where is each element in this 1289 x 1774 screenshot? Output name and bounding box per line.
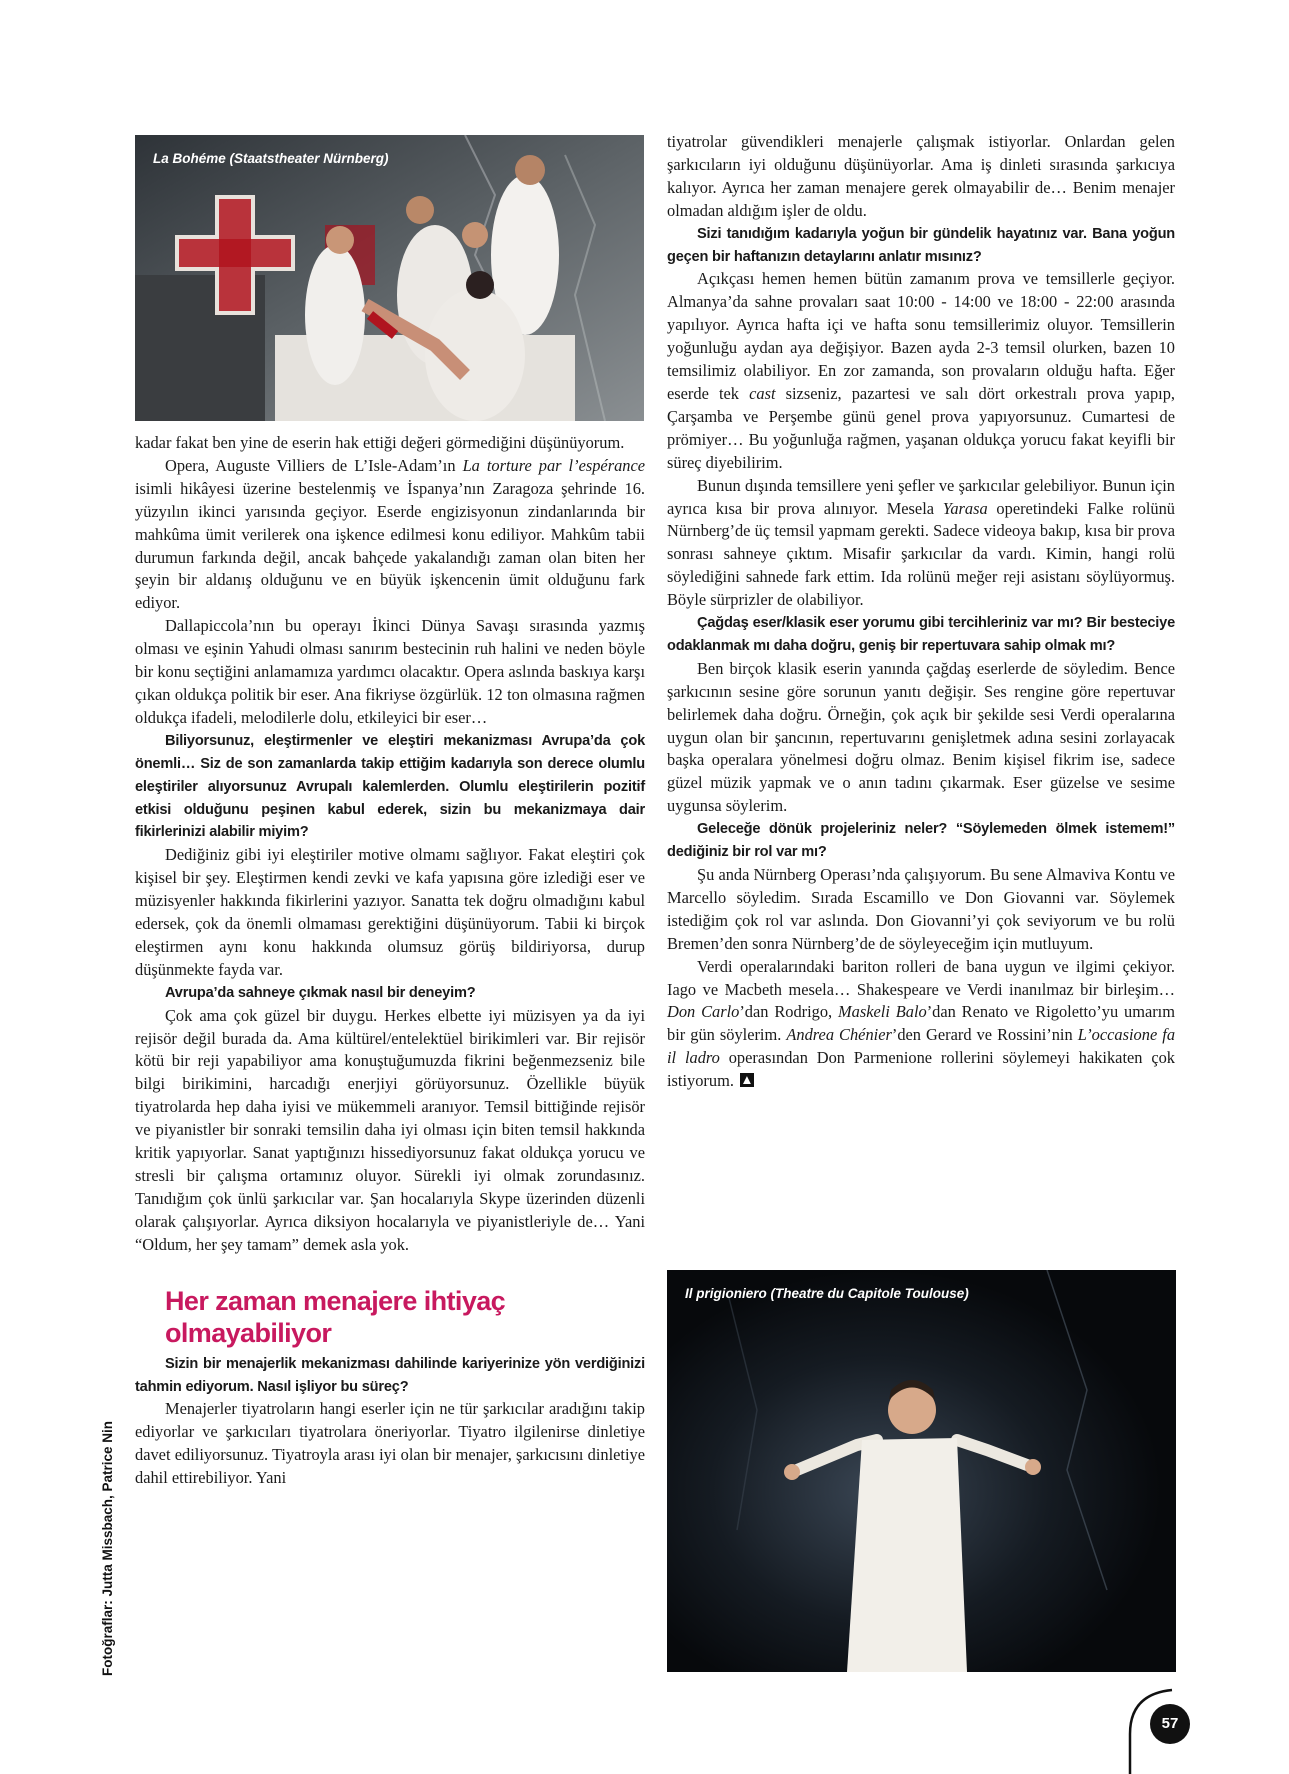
photo-caption: Il prigioniero (Theatre du Capitole Toulouse) [685,1286,969,1301]
interview-question: Avrupa’da sahneye çıkmak nasıl bir deneyim? [165,984,476,1001]
photo-caption: La Bohéme (Staatstheater Nürnberg) [153,151,389,166]
paragraph: Şu anda Nürnberg Operası’nda çalışıyorum. Bu sene Almaviva Kontu ve Marcello söyledim. Sırada Escamillo ve Don Giovanni var. Söylemek istediğim çok rol var aslında. Don Giovanni’yi çok seviyorum ve bu rolü Bremen’den sonra Nürnberg’de de söyleyeceğim için mutluyum. [667,865,1175,953]
left-column [135,432,645,1490]
paragraph: tiyatrolar güvendikleri menajerle çalışmak istiyorlar. Onlardan gelen şarkıcıların iyi olduğunu düşünüyorlar. Ama iş dinleti sırasında şarkıcıya kalıyor. Ayrıca her zaman menajere gerek olmayabilir de… Benim menajer olmadan aldığım işler de oldu. [667,132,1175,220]
page-number: 57 [1150,1704,1190,1744]
paragraph: Verdi operalarındaki bariton rolleri de bana uygun ve ilgimi çekiyor. Iago ve Macbeth mesela… Shakespeare ve Verdi inanılmaz bir birleşim… Don Carlo’dan Rodrigo, Maskeli Balo’dan Renato ve Rigoletto’yu umarım bir gün söylerim. Andrea Chénier’den Gerard ve Rossini’nin L’occasione fa il ladro operasından Don Parmenione rollerini söylemeyi hakikaten çok istiyorum. [667,956,1176,1091]
paragraph: Bunun dışında temsillere yeni şefler ve şarkıcılar gelebiliyor. Bunun için ayrıca kısa bir prova alınıyor. Mesela Yarasa operetindeki Falke rolünü Nürnberg’de üç temsil yapmam gerekti. Sadece videoya bakıp, kısa bir prova sonrası sahneye çıktım. Misafir şarkıcılar da vardı. Kimin, hangi rolü söylediğini sahnede fark ettim. Ida rolünü meğer reji asistanı söylüyormuş. Böyle sürprizler de olabiliyor. [667,475,1175,610]
interview-question: Geleceğe dönük projeleriniz neler? “Söylemeden ölmek istemem!” dediğiniz bir rol var mı? [667,821,1175,861]
paragraph: Opera, Auguste Villiers de L’Isle-Adam’ın La torture par l’espérance isimli hikâyesi üzerine bestelenmiş ve İspanya’nın Zaragoza şehrinde 16. yüzyılın ikinci yarısında geçiyor. Eserde engizisyonun zindanlarında bir mahkûma ümit verilerek ona işkence edilmesi konu ediliyor. Mahkûm tabii durumun farkında değil, ancak bahçede yakalandığı zaman olan biten her şeyin bir aldanış olduğunu ve en büyük işkencenin ümit olduğunu fark ediyor. [135,455,646,613]
paragraph: Açıkçası hemen hemen bütün zamanım prova ve temsillerle geçiyor. Almanya’da sahne provaları saat 10:00 - 14:00 ve 18:00 - 22:00 arasında yapılıyor. Ayrıca hafta içi ve hafta sonu temsillerimiz oluyor. Temsillerin yoğunluğu aydan aya değişiyor. Bazen ayda 2-3 temsil olurken, bazen 10 temsilimiz olabiliyor. En zor zamanda, son provaların olduğu hafta. Eğer eserde tek cast sizseniz, pazartesi ve salı dört orkestralı prova yapıp, Çarşamba ve Perşembe günü genel prova yapıyorsunuz. Cumartesi de prömiyer… Bu yoğunluğa rağmen, yaşanan oldukça yorucu fakat keyifli bir süreç diyebilirim. [667,269,1175,472]
photo-la-boheme [135,135,644,421]
paragraph: Ben birçok klasik eserin yanında çağdaş eserlerde de söyledim. Bence şarkıcının sesine göre sorunun yanıtı değişir. Ses rengine göre repertuvar belirlemek daha doğru. Örneğin, çok açık bir şekilde sesi Verdi operalarına uygun olan bir şancının, repertuvarını genişletmek adına sesini zorlayacak başka operalara yönelmesi doğru olmaz. Benim kişisel fikrim ise, sadece güzel müzik yapmak ve o anın tadını çıkarmak. Eser güzelse ve sesime uygunsa söylerim. [667,658,1175,816]
section-headline: Her zaman menajere ihtiyaç olmayabiliyor [165,1285,506,1348]
photo-credit: Fotoğraflar: Jutta Missbach, Patrice Nin [100,1420,115,1676]
interview-question: Biliyorsunuz, eleştirmenler ve eleştiri mekanizması Avrupa’da çok önemli… Siz de son zamanlarda takip ettiğim kadarıyla son derece olumlu eleştiriler alıyorsunuz Avrupalı kalemlerden. Olumlu eleştirilerin pozitif etkisi olduğunu peşinen kabul ederek, sizin bu mekanizmaya dair fikirlerinizi alabilir miyim? [135,732,645,841]
paragraph: Çok ama çok güzel bir duygu. Herkes elbette iyi müzisyen ya da iyi rejisör değil burada da. Ama kültürel/entelektüel birikimleri var. Bir rejisör kötü bir reji yapabiliyor ama konuştuğumuzda fikrini beğenmezseniz bile bilgi birikimini, harcadığı enerjiyi görüyorsunuz. Özellikle büyük tiyatrolarda hep daha iyisi ve mükemmeli aranıyor. Temsil bittiğinde rejisör ve piyanistler bir sonraki temsilin daha iyi olması için biten temsil hakkında kritik yapıyorlar. Sanat yaptığınızı hissediyorsunuz fakat oldukça yorucu ve stresli bir çalışma ortamınız oluyor. Sürekli iyi olmak zorundasınız. Tanıdığım çok ünlü şarkıcılar var. Şan hocalarıyla Skype üzerinden düzenli olarak çalışıyorlar. Ayrıca diksiyon hocalarıyla ve piyanistleriyle de… Yani “Oldum, her şey tamam” demek asla yok. [135,1005,645,1254]
photo-il-prigioniero [667,1270,1176,1672]
interview-question: Sizin bir menajerlik mekanizması dahilinde kariyerinize yön verdiğinizi tahmin ediyorum. Nasıl işliyor bu süreç? [135,1355,645,1395]
paragraph: Dallapiccola’nın bu operayı İkinci Dünya Savaşı sırasında yazmış olması ve eşinin Yahudi olması sanırım bestecinin ruh halini ve neden böyle bir konu seçtiğini anlamamıza yardımcı olacaktır. Opera aslında baskıya karşı çıkan oldukça politik bir eser. Ana fikriyse özgürlük. 12 ton olmasına rağmen oldukça ifadeli, melodilerle dolu, etkileyici bir eser… [135,616,645,727]
interview-question: Sizi tanıdığım kadarıyla yoğun bir gündelik hayatınız var. Bana yoğun geçen bir haftanızın detaylarını anlatır mısınız? [667,225,1175,265]
paragraph: kadar fakat ben yine de eserin hak ettiği değeri görmediğini düşünüyorum. [135,433,625,452]
right-column [667,131,1175,1093]
stage-scene-illustration [135,135,644,421]
article-end-icon [740,1073,754,1087]
paragraph: Dediğiniz gibi iyi eleştiriler motive olmamı sağlıyor. Fakat eleştiri çok kişisel bir şey. Eleştirmen kendi zevki ve kafa yapısına göre izlediği eser ve müzisyenler hakkında fikirlerini yazıyor. Sanatta tek doğru olmadığını kabul edersek, çok da önemli olmaması gerektiğini düşünüyorum. Tabii ki birçok eleştirmen aynı konu hakkında olumsuz görüş bildiriyorsa, durup düşünmekte fayda var. [135,845,645,979]
paragraph: Menajerler tiyatroların hangi eserler için ne tür şarkıcılar aradığını takip ediyorlar ve şarkıcıları tiyatrolara öneriyorlar. Tiyatro ilgilenirse dinletiye davet ediliyorsunuz. Tiyatroyla arası iyi olan bir menajer, şarkıcısını dinletiye dahil ettirebiliyor. Yani [135,1399,645,1488]
interview-question: Çağdaş eser/klasik eser yorumu gibi tercihleriniz var mı? Bir besteciye odaklanmak mı daha doğru, geniş bir repertuvara sahip olmak mı? [667,615,1175,654]
stage-scene-illustration [667,1270,1176,1672]
